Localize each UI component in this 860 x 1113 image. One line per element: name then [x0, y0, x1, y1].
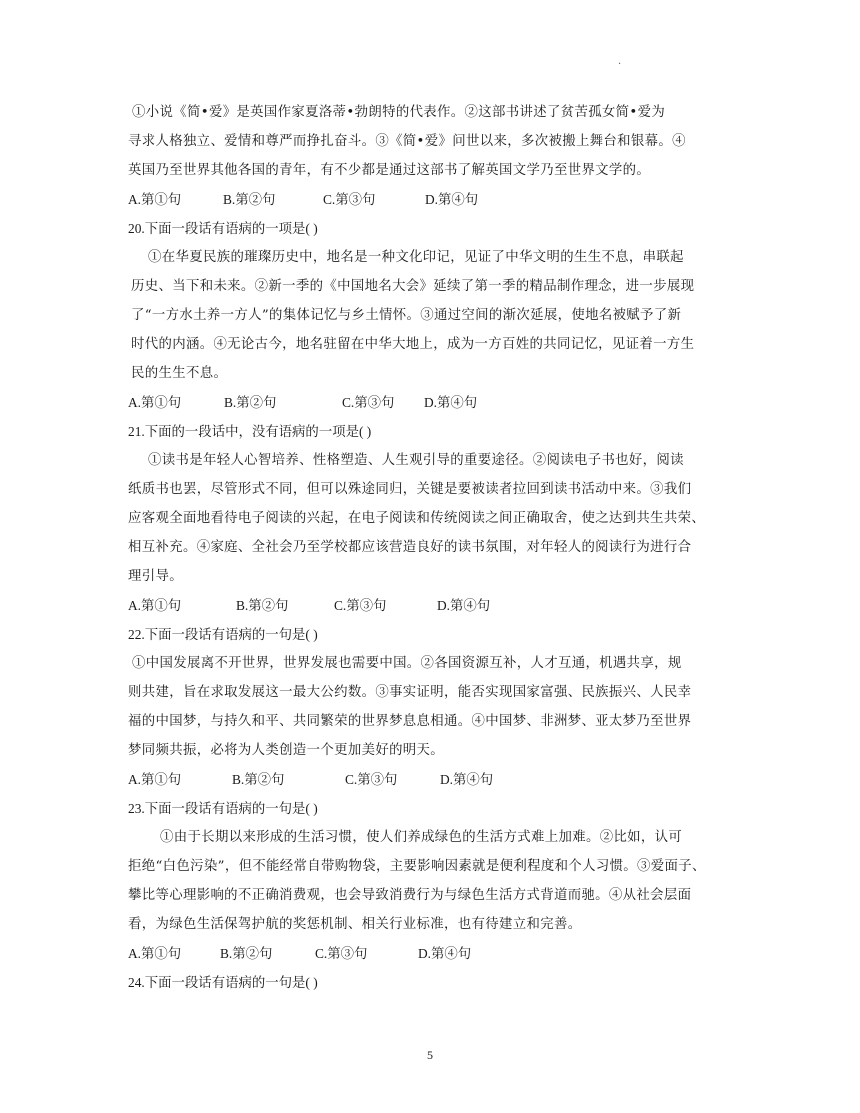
option-c: C.第③句 [345, 772, 398, 787]
question-stem: 20.下面一段话有语病的一项是( ) [128, 221, 318, 236]
option-a: A.第①句 [128, 772, 182, 787]
passage-line: 历史、当下和未来。②新一季的《中国地名大会》延续了第一季的精品制作理念，进一步展现 [131, 279, 695, 294]
passage-line: ①在华夏民族的璀璨历史中，地名是一种文化印记，见证了中华文明的生生不息，串联起 [148, 250, 684, 265]
question-stem: 21.下面的一段话中，没有语病的一项是( ) [128, 424, 372, 439]
question-stem: 24.下面一段话有语病的一句是( ) [128, 975, 318, 990]
option-b: B.第②句 [232, 772, 285, 787]
passage-line: 看，为绿色生活保驾护航的奖惩机制、相关行业标准，也有待建立和完善。 [128, 917, 582, 932]
passage-line: ①中国发展离不开世界，世界发展也需要中国。②各国资源互补，人才互通，机遇共享，规 [132, 656, 682, 671]
option-d: D.第④句 [440, 772, 494, 787]
option-b: B.第②句 [236, 598, 289, 613]
passage-line: 理引导。 [128, 569, 183, 584]
passage-line: 英国乃至世界其他各国的青年，有不少都是通过这部书了解英国文学乃至世界文学的。 [128, 163, 651, 178]
answer-options [128, 185, 738, 214]
question-22 [128, 620, 738, 794]
passage-line: 应客观全面地看待电子阅读的兴起，在电子阅读和传统阅读之间正确取舍，使之达到共生共荣、 [128, 511, 706, 526]
option-c: C.第③句 [342, 395, 395, 410]
option-a: A.第①句 [128, 395, 182, 410]
page-number: 5 [427, 1048, 433, 1062]
option-b: B.第②句 [220, 946, 273, 961]
passage-line: 时代的内涵。④无论古今，地名驻留在中华大地上，成为一方百姓的共同记忆，见证着一方生 [131, 337, 695, 352]
passage-line: 福的中国梦，与持久和平、共同繁荣的世界梦息息相通。④中国梦、非洲梦、亚太梦乃至世界 [128, 714, 692, 729]
passage-line: 民的生生不息。 [131, 366, 228, 381]
option-c: C.第③句 [323, 192, 376, 207]
passage-line: 相互补充。④家庭、全社会乃至学校都应该营造良好的读书氛围，对年轻人的阅读行为进行合 [128, 540, 692, 555]
option-c: C.第③句 [315, 946, 368, 961]
header-mark: . [618, 56, 622, 67]
option-d: D.第④句 [437, 598, 491, 613]
question-stem: 23.下面一段话有语病的一句是( ) [128, 801, 318, 816]
answer-options [128, 765, 738, 794]
option-b: B.第②句 [224, 395, 277, 410]
option-d: D.第④句 [425, 192, 479, 207]
question-24 [128, 968, 738, 997]
answer-options [128, 939, 738, 968]
option-a: A.第①句 [128, 598, 182, 613]
question-23 [128, 794, 738, 968]
passage-line: 梦同频共振，必将为人类创造一个更加美好的明天。 [128, 743, 445, 758]
option-b: B.第②句 [223, 192, 276, 207]
option-d: D.第④句 [418, 946, 472, 961]
question-stem: 22.下面一段话有语病的一句是( ) [128, 627, 318, 642]
option-a: A.第①句 [128, 192, 182, 207]
passage-line: 则共建，旨在求取发展这一最大公约数。③事实证明，能否实现国家富强、民族振兴、人民幸 [128, 685, 692, 700]
question-19 [128, 98, 738, 214]
passage-line: 纸质书也罢，尽管形式不同，但可以殊途同归，关键是要被读者拉回到读书活动中来。③我们 [128, 482, 692, 497]
passage-line: 攀比等心理影响的不正确消费观，也会导致消费行为与绿色生活方式背道而驰。④从社会层面 [128, 888, 692, 903]
passage-line: ①由于长期以来形成的生活习惯，使人们养成绿色的生活方式难上加难。②比如，认可 [160, 830, 683, 845]
answer-options [128, 388, 738, 417]
passage-line: 寻求人格独立、爱情和尊严而挣扎奋斗。③《简•爱》问世以来，多次被搬上舞台和银幕。④ [128, 134, 686, 149]
question-20 [128, 214, 738, 417]
answer-options [128, 591, 738, 620]
option-a: A.第①句 [128, 946, 182, 961]
question-21 [128, 417, 738, 620]
passage-line: ①读书是年轻人心智培养、性格塑造、人生观引导的重要途径。②阅读电子书也好，阅读 [148, 453, 684, 468]
option-d: D.第④句 [424, 395, 478, 410]
option-c: C.第③句 [334, 598, 387, 613]
passage-line: ①小说《简•爱》是英国作家夏洛蒂•勃朗特的代表作。②这部书讲述了贫苦孤女简•爱为 [132, 105, 666, 120]
document-content [128, 98, 738, 997]
passage-line: 拒绝“白色污染”，但不能经常自带购物袋，主要影响因素就是便利程度和个人习惯。③爱面子、 [128, 859, 706, 874]
passage-line: 了“一方水土养一方人”的集体记忆与乡土情怀。③通过空间的渐次延展，使地名被赋予了新 [131, 308, 682, 323]
